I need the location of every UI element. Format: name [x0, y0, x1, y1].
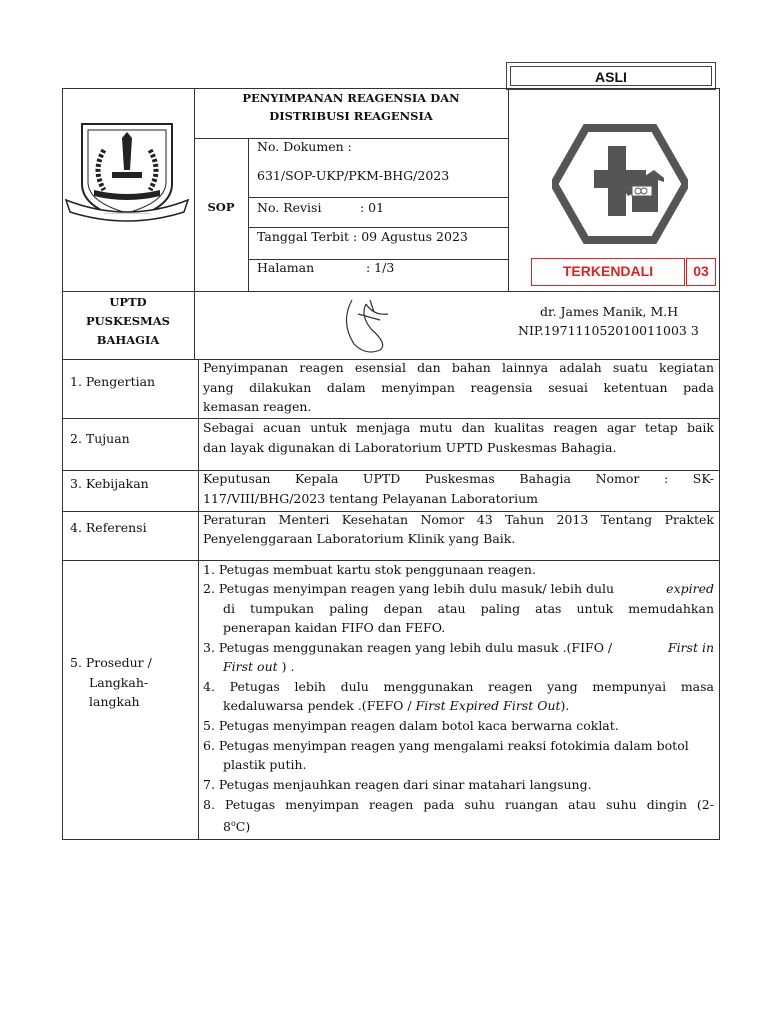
table-border-top [62, 88, 720, 89]
kebijakan-line1: Keputusan Kepala UPTD Puskesmas Bahagia Nomor : SK- [203, 471, 714, 486]
signatory-name: dr. James Manik, M.H [540, 304, 679, 319]
section-label-tujuan: 2. Tujuan [70, 431, 130, 446]
section-label-prosedur-3: langkah [89, 694, 140, 709]
step-3-end: ) . [281, 659, 295, 674]
pengertian-line3: kemasan reagen. [203, 399, 312, 414]
tujuan-line1: Sebagai acuan untuk menjaga mutu dan kualitas reagen agar tetap baik [203, 420, 714, 435]
step-4-fefo: First Expired First Out [415, 698, 561, 713]
section-label-referensi: 4. Referensi [70, 520, 147, 535]
step-5: 5. Petugas menyimpan reagen dalam botol kaca berwarna coklat. [203, 718, 619, 733]
section-line-5 [62, 560, 720, 561]
step-8-end: C) [235, 819, 251, 835]
revision-value: : 01 [360, 200, 385, 215]
step-4-line2 [223, 698, 569, 714]
step-3-text: 3. Petugas menggunakan reagen yang lebih dulu masuk .(FIFO / [203, 640, 613, 655]
step-1: 1. Petugas membuat kartu stok penggunaan reagen. [203, 562, 536, 577]
institution-line1: UPTD [109, 295, 147, 309]
signature [330, 292, 410, 358]
table-border-bottom [62, 839, 720, 840]
page-label: Halaman [257, 260, 315, 275]
step-4-text: kedaluwarsa pendek .(FEFO / [223, 698, 412, 713]
header-divider-3 [248, 138, 249, 292]
header-divider-2 [508, 88, 509, 292]
pengertian-line1: Penyimpanan reagen esensial dan bahan lainnya adalah suatu kegiatan [203, 360, 714, 375]
institution-line3: BAHAGIA [96, 333, 160, 347]
signatory-nip: NIP.197111052010011003 3 [518, 323, 699, 338]
step-3-first-in: First in [667, 640, 714, 655]
terkendali-stamp: TERKENDALI [531, 258, 685, 286]
document-title-line1: PENYIMPANAN REAGENSIA DAN [242, 91, 460, 105]
step-3-line1 [203, 640, 714, 656]
section-line-2 [62, 418, 720, 419]
step-2-line2: di tumpukan paling depan atau paling atas untuk memudahkan [223, 601, 714, 616]
section-label-pengertian: 1. Pengertian [70, 374, 156, 389]
step-3-line2 [223, 659, 294, 675]
svg-text:·····························: ····························· [103, 211, 151, 217]
header-row-line-3 [248, 227, 508, 228]
stamp-number: 03 [686, 258, 716, 286]
referensi-line2: Penyelenggaraan Laboratorium Klinik yang Baik. [203, 531, 516, 546]
step-3-first-out: First out [223, 659, 278, 674]
step-2-line1 [203, 581, 714, 597]
header-divider-1 [194, 88, 195, 360]
step-4-end: ). [560, 698, 570, 713]
header-row-line-2 [248, 197, 508, 198]
revision-label: No. Revisi [257, 200, 322, 215]
regional-emblem-logo [64, 120, 190, 226]
step-8-line1: 8. Petugas menyimpan reagen pada suhu ruangan atau suhu dingin (2- [203, 797, 714, 812]
sop-label: SOP [207, 200, 235, 214]
referensi-line1: Peraturan Menteri Kesehatan Nomor 43 Tahun 2013 Tentang Praktek [203, 512, 714, 527]
step-8-degree: o [230, 819, 236, 828]
step-2-expired: expired [666, 581, 714, 596]
table-border-right [719, 88, 720, 840]
tujuan-line2: dan layak digunakan di Laboratorium UPTD Puskesmas Bahagia. [203, 440, 617, 455]
asli-stamp [506, 62, 716, 90]
step-8-line2 [223, 816, 250, 835]
step-4-line1: 4. Petugas lebih dulu menggunakan reagen yang mempunyai masa [203, 679, 714, 694]
section-label-prosedur-1: 5. Prosedur / [70, 655, 152, 670]
step-6-line1: 6. Petugas menyimpan reagen yang mengalami reaksi fotokimia dalam botol [203, 738, 689, 753]
asli-stamp-text: ASLI [510, 66, 712, 86]
step-6-line2: plastik putih. [223, 757, 307, 772]
table-border-left [62, 88, 63, 840]
pengertian-line2: yang dilakukan dalam menyimpan reagensia sesuai ketentuan pada [203, 380, 714, 395]
page-value: : 1/3 [366, 260, 395, 275]
document-title-line2: DISTRIBUSI REAGENSIA [269, 109, 433, 123]
step-2-line3: penerapan kaidan FIFO dan FEFO. [223, 620, 446, 635]
institution-line2: PUSKESMAS [85, 314, 170, 328]
section-label-prosedur-2: Langkah- [89, 675, 149, 690]
puskesmas-logo [552, 124, 688, 244]
step-8-num: 8 [223, 819, 231, 835]
kebijakan-line2: 117/VIII/BHG/2023 tentang Pelayanan Laboratorium [203, 491, 539, 506]
step-7: 7. Petugas menjauhkan reagen dari sinar matahari langsung. [203, 777, 592, 792]
step-2-text: 2. Petugas menyimpan reagen yang lebih dulu masuk/ lebih dulu [203, 581, 615, 596]
section-divider [198, 359, 199, 840]
doc-number-value: 631/SOP-UKP/PKM-BHG/2023 [257, 168, 450, 183]
doc-number-label: No. Dokumen : [257, 139, 352, 154]
issue-date: Tanggal Terbit : 09 Agustus 2023 [257, 229, 468, 244]
section-label-kebijakan: 3. Kebijakan [70, 476, 149, 491]
